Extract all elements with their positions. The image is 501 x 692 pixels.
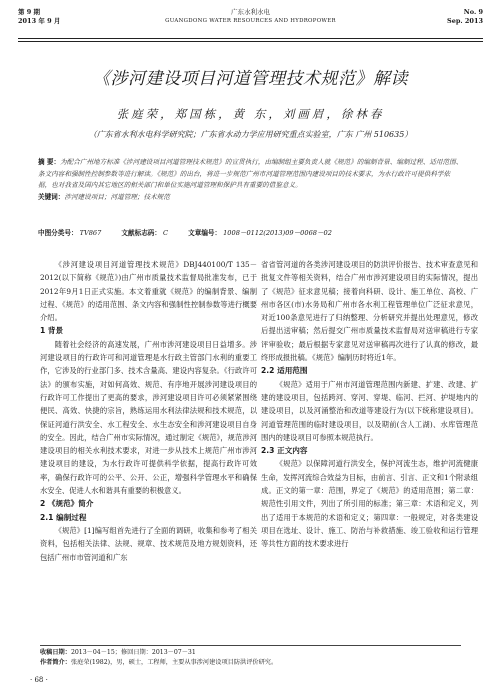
body-column-right	[261, 258, 478, 551]
clc-value: TV867	[79, 229, 102, 237]
paper-title: 《涉河建设项目河道管理技术规范》解读	[93, 69, 408, 89]
issue-number: 第 9 期	[18, 8, 41, 16]
footnote-block	[40, 648, 461, 668]
header-rule-thin	[18, 41, 483, 42]
scope-paragraph: 《规范》适用于广州市河道管理范围内新建、扩建、改建、扩建的建设项目，包括跨河、穿河、穿堤、临河、拦河、护堤地内的建设项目，以及河涌整治和改道等建设行为(以下统称建设项目)。河道管理范围的临时建设项目，以及期前(含人工湖)、水库管理范围内的建设项目可参照本规范执行。	[261, 379, 478, 442]
doc-code-value: C	[162, 229, 169, 237]
keywords-label: 关键词：	[38, 192, 65, 201]
footnote-rule	[40, 645, 461, 646]
affiliation: （广东省水利水电科学研究院；广东省水动力学应用研究重点实验室，广东 广州 510635）	[88, 130, 413, 139]
author-bio: 张庭荣(1982)，男，硕士，工程师，主要从事涉河建设项目防洪评价研究。	[70, 659, 278, 666]
author-list: 张庭荣，郑国栋，黄 东，刘画眉，徐林春	[116, 107, 385, 121]
subsection-heading-scope: 2.2 适用范围	[261, 366, 308, 376]
doc-code-label: 文献标志码：	[121, 229, 161, 237]
process-paragraph: 《规范》[1]编写组首先进行了全面的调研，收集和参考了相关资料，包括相关法律、法规、规章、技术规范及地方规划资料，还包括广州市市管河道和广东	[40, 525, 257, 562]
issue-date: 2013 年 9 月	[18, 17, 61, 25]
clc-label: 中图分类号：	[38, 229, 78, 237]
process-paragraph-cont: 省省管河道的各类涉河建设项目的防洪评价报告、技术审查意见和批复文件等相关资料，结合广州市涉河建设项目的实际情况，提出了《规范》征求意见稿；接着向科研、设计、施工单位、高校、广州市各区(市)水务局和广州市各水利工程管理单位广泛征求意见，对近100条意见进行了归纳整理、分析研究并提出处理意见，修改后提出送审稿；然后提交广州市质量技术监督局对送审稿进行专家评审验收；最后根据专家意见对送审稿再次进行了认真的修改，最终形成报批稿。《规范》编制历时将近1年。	[261, 260, 478, 363]
subsection-heading-process: 2.1 编制过程	[40, 512, 87, 522]
subsection-heading-content: 2.3 正文内容	[261, 446, 308, 456]
received-dates: 2013－04－15；修回日期：2013－07－31	[70, 649, 196, 656]
issue-date-en: Sep. 2013	[447, 17, 483, 25]
section-heading-background: 1 背景	[40, 326, 64, 336]
header-right	[447, 8, 483, 26]
header-center	[18, 8, 483, 26]
intro-paragraph: 《涉河建设项目河道管理技术规范》DBJ440100/T 135－2012(以下简称《规范》)由广州市质量技术监督局批准发布，已于2012年9月1日正式实施。本文着重就《规范》的编制背景、编制过程、《规范》的适用范围、条文内容和强制性控制参数等进行概要介绍。	[40, 260, 257, 323]
running-header	[18, 8, 483, 36]
received-label: 收稿日期：	[40, 649, 71, 656]
body-column-left	[40, 258, 257, 564]
abstract-block	[38, 157, 463, 203]
journal-name-en: GUANGDONG WATER RESOURCES AND HYDROPOWER	[165, 18, 336, 24]
article-no-value: 1008－0112(2013)09－0068－02	[223, 229, 332, 237]
classification-line	[38, 227, 463, 237]
abstract-text: 为配合广州地方标准《涉河建设项目河道管理技术规范》的宣贯执行，由编制组主要负责人就《规范》的编制背景、编制过程、适用范围、条文内容和强制性控制参数等进行解读。《规范》的出台，将进一步规范广州市河道管理范围内建设项目的技术要求，为水行政许可提供科学依据，也对我省及国内其它地区的相关部门和单位实施河道管理和保护具有重要的借鉴意义。	[38, 158, 463, 189]
journal-name-cn: 广东水利水电	[231, 8, 270, 16]
abstract-label: 摘 要：	[38, 158, 61, 166]
header-rule-thick	[18, 38, 483, 39]
author-bio-label: 作者简介：	[40, 659, 71, 666]
background-paragraph: 随着社会经济的高速发展，广州市涉河建设项目日益增多。涉河建设项目的行政许可和河道管理是水行政主管部门水利的重要工作，它涉及的行业部门多、技术含量高、建设内容复杂。《行政许可法》的颁布实施，对如何高效、规范、有序地开展涉河建设项目的行政许可工作提出了更高的要求，涉河建设项目许可必须紧紧围绕便民、高效、快捷的宗旨，熟练运用水利法律法规和技术规范，以保证河道行洪安全、水工程安全、水生态安全和涉河建设项目自身的安全。因此，结合广州市实际情况，通过制定《规范》，规范涉河建设项目的相关水利技术要求，对进一步从技术上规范广州市涉河建设项目的建设，为水行政许可提供科学依据，提高行政许可效率，确保行政许可的公平、公开、公正，增强科学管理水平和确保水安全、促进人水和谐具有重要的积极意义。	[40, 339, 257, 496]
content-paragraph: 《规范》以保障河道行洪安全，保护河流生态，维护河流健康生命，发挥河流综合效益为目标，由前言、引言、正文和1个附录组成。正文的第一章：范围，界定了《规范》的适用范围；第二章：规范性引用文件，列出了所引用的标准；第三章：术语和定义，列出了适用于本规范的术语和定义；第四章：一般规定，对各类建设项目在选址、设计、施工、防治与补救措施、竣工验收和运行管理等共性方面的技术要求进行	[261, 459, 478, 549]
page-number: · 68 ·	[30, 676, 48, 684]
article-no-label: 文章编号：	[188, 229, 222, 237]
keywords-text: 涉河建设项目；河道管理；技术规范	[64, 192, 170, 201]
issue-no-en: No. 9	[463, 8, 483, 16]
section-heading-overview: 2 《规范》简介	[40, 499, 94, 509]
